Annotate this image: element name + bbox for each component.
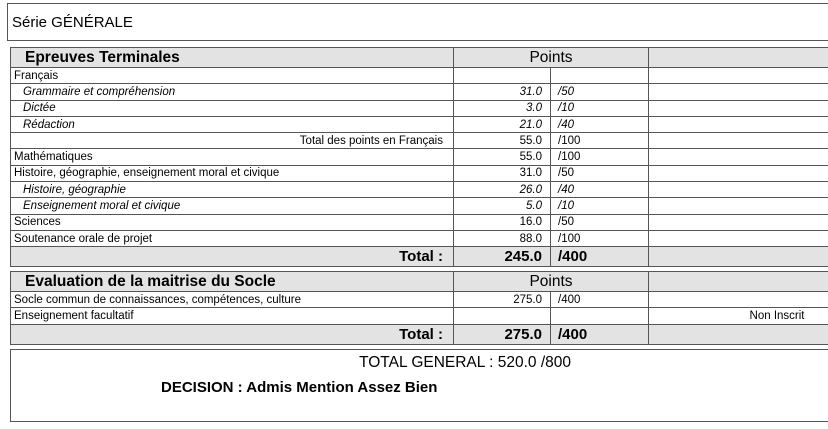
total-max: /400 [551, 247, 649, 267]
table-row [11, 198, 828, 214]
total-max: /400 [551, 324, 649, 344]
row-label: Enseignement facultatif [11, 308, 454, 324]
row-value: 55.0 [454, 133, 551, 149]
row-max: /400 [551, 292, 649, 308]
row-extra [649, 230, 828, 246]
decision: DECISION : Admis Mention Assez Bien [161, 379, 438, 396]
table-row [11, 214, 828, 230]
row-max: /100 [551, 133, 649, 149]
row-value [454, 308, 551, 324]
table-row [11, 182, 828, 198]
extra-header [649, 48, 828, 68]
row-extra [649, 116, 828, 132]
row-label: Français [11, 68, 454, 84]
total-extra [649, 247, 828, 267]
section-header [11, 48, 828, 68]
row-label: Enseignement moral et civique [11, 198, 454, 214]
summary-box [10, 349, 828, 422]
row-max [551, 68, 649, 84]
row-max: /10 [551, 100, 649, 116]
table-row [11, 100, 828, 116]
row-label: Mathématiques [11, 149, 454, 165]
row-max: /50 [551, 165, 649, 181]
table-row [11, 292, 828, 308]
row-max: /40 [551, 116, 649, 132]
total-label: Total : [11, 247, 454, 267]
total-general: TOTAL GENERAL : 520.0 /800 [359, 354, 571, 371]
row-max: /100 [551, 149, 649, 165]
total-row [11, 247, 828, 267]
table-row [11, 116, 828, 132]
total-value: 245.0 [454, 247, 551, 267]
section-title: Evaluation de la maitrise du Socle [11, 272, 454, 292]
row-extra: Non Inscrit [649, 308, 828, 324]
row-extra [649, 214, 828, 230]
row-label: Sciences [11, 214, 454, 230]
row-extra [649, 182, 828, 198]
row-label: Total des points en Français [11, 133, 454, 149]
row-label: Histoire, géographie, enseignement moral et civique [11, 165, 454, 181]
extra-header [649, 272, 828, 292]
row-value: 5.0 [454, 198, 551, 214]
row-extra [649, 165, 828, 181]
table-row [11, 133, 828, 149]
section-header [11, 272, 828, 292]
table-row [11, 230, 828, 246]
row-value [454, 68, 551, 84]
total-value: 275.0 [454, 324, 551, 344]
row-extra [649, 68, 828, 84]
row-label: Socle commun de connaissances, compétences, culture [11, 292, 454, 308]
table-row [11, 165, 828, 181]
row-extra [649, 84, 828, 100]
row-label: Histoire, géographie [11, 182, 454, 198]
row-value: 3.0 [454, 100, 551, 116]
row-label: Soutenance orale de projet [11, 230, 454, 246]
table-row [11, 308, 828, 324]
row-max: /100 [551, 230, 649, 246]
row-value: 31.0 [454, 165, 551, 181]
total-extra [649, 324, 828, 344]
table-row [11, 149, 828, 165]
points-header: Points [454, 272, 649, 292]
row-value: 31.0 [454, 84, 551, 100]
row-value: 88.0 [454, 230, 551, 246]
row-max: /40 [551, 182, 649, 198]
row-max [551, 308, 649, 324]
row-value: 26.0 [454, 182, 551, 198]
row-label: Grammaire et compréhension [11, 84, 454, 100]
row-value: 21.0 [454, 116, 551, 132]
section-title: Epreuves Terminales [11, 48, 454, 68]
row-extra [649, 149, 828, 165]
socle-table [10, 271, 828, 345]
row-max: /50 [551, 84, 649, 100]
table-row [11, 68, 828, 84]
row-value: 55.0 [454, 149, 551, 165]
row-extra [649, 198, 828, 214]
row-extra [649, 133, 828, 149]
table-row [11, 84, 828, 100]
row-max: /10 [551, 198, 649, 214]
points-header: Points [454, 48, 649, 68]
row-value: 275.0 [454, 292, 551, 308]
row-extra [649, 100, 828, 116]
row-extra [649, 292, 828, 308]
row-max: /50 [551, 214, 649, 230]
row-label: Rédaction [11, 116, 454, 132]
epreuves-terminales-table [10, 47, 828, 267]
row-value: 16.0 [454, 214, 551, 230]
total-row [11, 324, 828, 344]
row-label: Dictée [11, 100, 454, 116]
total-label: Total : [11, 324, 454, 344]
serie-title: Série GÉNÉRALE [7, 3, 828, 41]
